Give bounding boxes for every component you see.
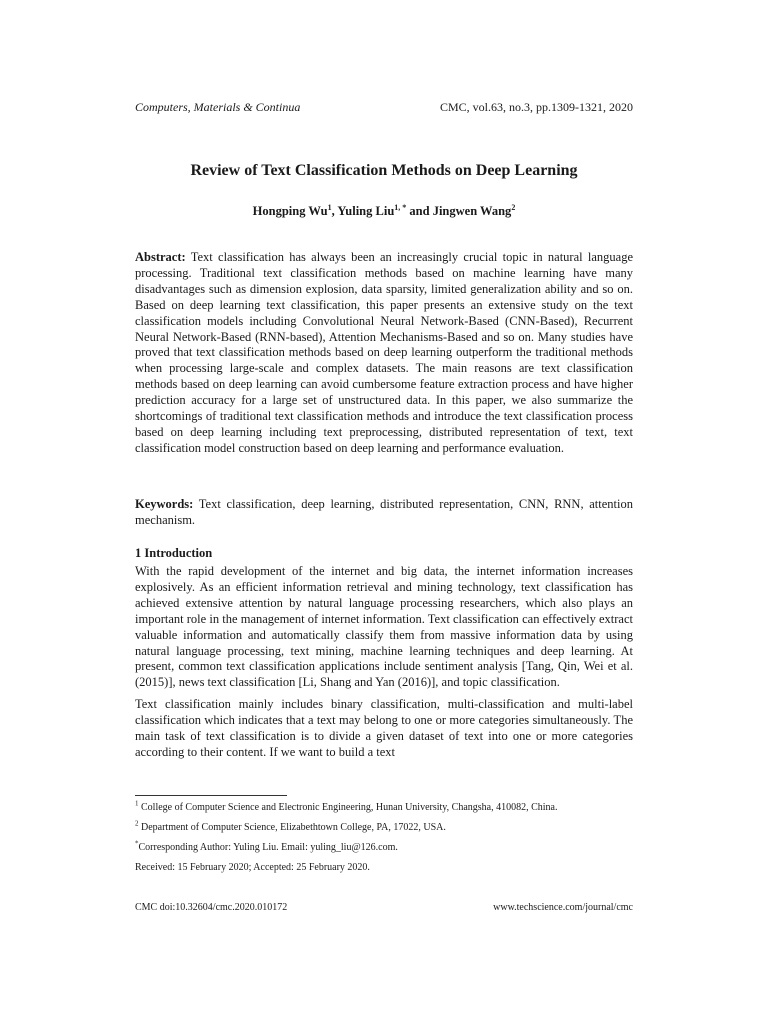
footnote-divider	[135, 795, 287, 796]
footnote-mark: 1	[135, 799, 139, 808]
paper-page	[135, 0, 633, 1024]
affiliation-mark: 1	[327, 202, 332, 212]
keywords-body: Text classification, deep learning, distributed representation, CNN, RNN, attention mechanism.	[135, 497, 633, 527]
journal-citation: CMC, vol.63, no.3, pp.1309-1321, 2020	[439, 100, 633, 114]
keywords-text	[135, 497, 633, 529]
page-footer	[135, 902, 633, 914]
author-name: Hongping Wu	[252, 204, 328, 218]
footnotes	[135, 801, 633, 881]
footnote-mark: 2	[135, 819, 139, 828]
footnote-text: Corresponding Author: Yuling Liu. Email: yuling_liu@126.com.	[138, 842, 398, 853]
affiliation-mark: 2	[511, 202, 516, 212]
keywords	[135, 497, 633, 529]
footnote-affiliation-1	[135, 801, 633, 814]
doi: CMC doi:10.32604/cmc.2020.010172	[135, 902, 288, 913]
author-separator: and	[406, 204, 433, 218]
footnote-affiliation-2	[135, 821, 633, 834]
footnote-corresponding-author	[135, 841, 633, 854]
journal-name: Computers, Materials & Continua	[135, 100, 301, 114]
author-list	[135, 203, 633, 219]
intro-paragraph: With the rapid development of the internet and big data, the internet information increases explosively. As an efficient information retrieval and mining technology, text classification has achieved extensive attention by natural language processing researchers, which also plays an important role in the management of internet information. Text classification can effectively extract valuable information and automatically classify them from massive information data by using natural language processing, text mining, machine learning techniques and deep learning. At present, common text classification applications include sentiment analysis [Tang, Qin, Wei et al. (2015)], news text classification [Li, Shang and Yan (2016)], and topic classification.	[135, 564, 633, 690]
abstract	[135, 250, 633, 457]
footnote-text: Department of Computer Science, Elizabethtown College, PA, 17022, USA.	[138, 822, 446, 833]
abstract-body: Text classification has always been an increasingly crucial topic in natural language processing. Traditional text classification methods based on machine learning have many disadvantages such as dimension explosion, data sparsity, limited generalization ability and so on. Based on deep learning text classification, this paper presents an extensive study on the text classification models including Convolutional Neural Network-Based (CNN-Based), Recurrent Neural Network-Based (RNN-based), Attention Mechanisms-Based and so on. Many studies have proved that text classification methods based on deep learning outperform the traditional methods when processing large-scale and complex datasets. The main reasons are text classification methods based on deep learning can avoid cumbersome feature extraction process and have higher prediction accuracy for a large set of unstructured data. In this paper, we also summarize the shortcomings of traditional text classification methods and introduce the text classification process based on deep learning including text preprocessing, distributed representation of text, text classification model construction based on deep learning and performance evaluation.	[135, 250, 633, 455]
abstract-label: Abstract:	[135, 250, 186, 264]
introduction-section	[135, 564, 633, 761]
intro-paragraph: Text classification mainly includes binary classification, multi-classification and multi-label classification which indicates that a text may belong to one or more categories simultaneously. The main task of text classification is to divide a given dataset of text into one or more categories according to their content. If we want to build a text	[135, 697, 633, 759]
footnote-mark: *	[135, 839, 139, 848]
abstract-text	[135, 250, 633, 457]
affiliation-mark: 1, *	[394, 202, 407, 212]
keywords-label: Keywords:	[135, 497, 194, 511]
footnote-received: Received: 15 February 2020; Accepted: 25 February 2020.	[135, 862, 370, 873]
running-head	[135, 100, 633, 114]
author-name: Jingwen Wang	[432, 204, 512, 218]
footnote-text: College of Computer Science and Electronic Engineering, Hunan University, Changsha, 410082, China.	[138, 802, 558, 813]
author-name: Yuling Liu	[337, 204, 395, 218]
section-heading-introduction: 1 Introduction	[135, 546, 213, 560]
paper-title: Review of Text Classification Methods on Deep Learning	[190, 162, 578, 179]
author-separator: ,	[331, 204, 338, 218]
journal-url: www.techscience.com/journal/cmc	[493, 902, 633, 913]
